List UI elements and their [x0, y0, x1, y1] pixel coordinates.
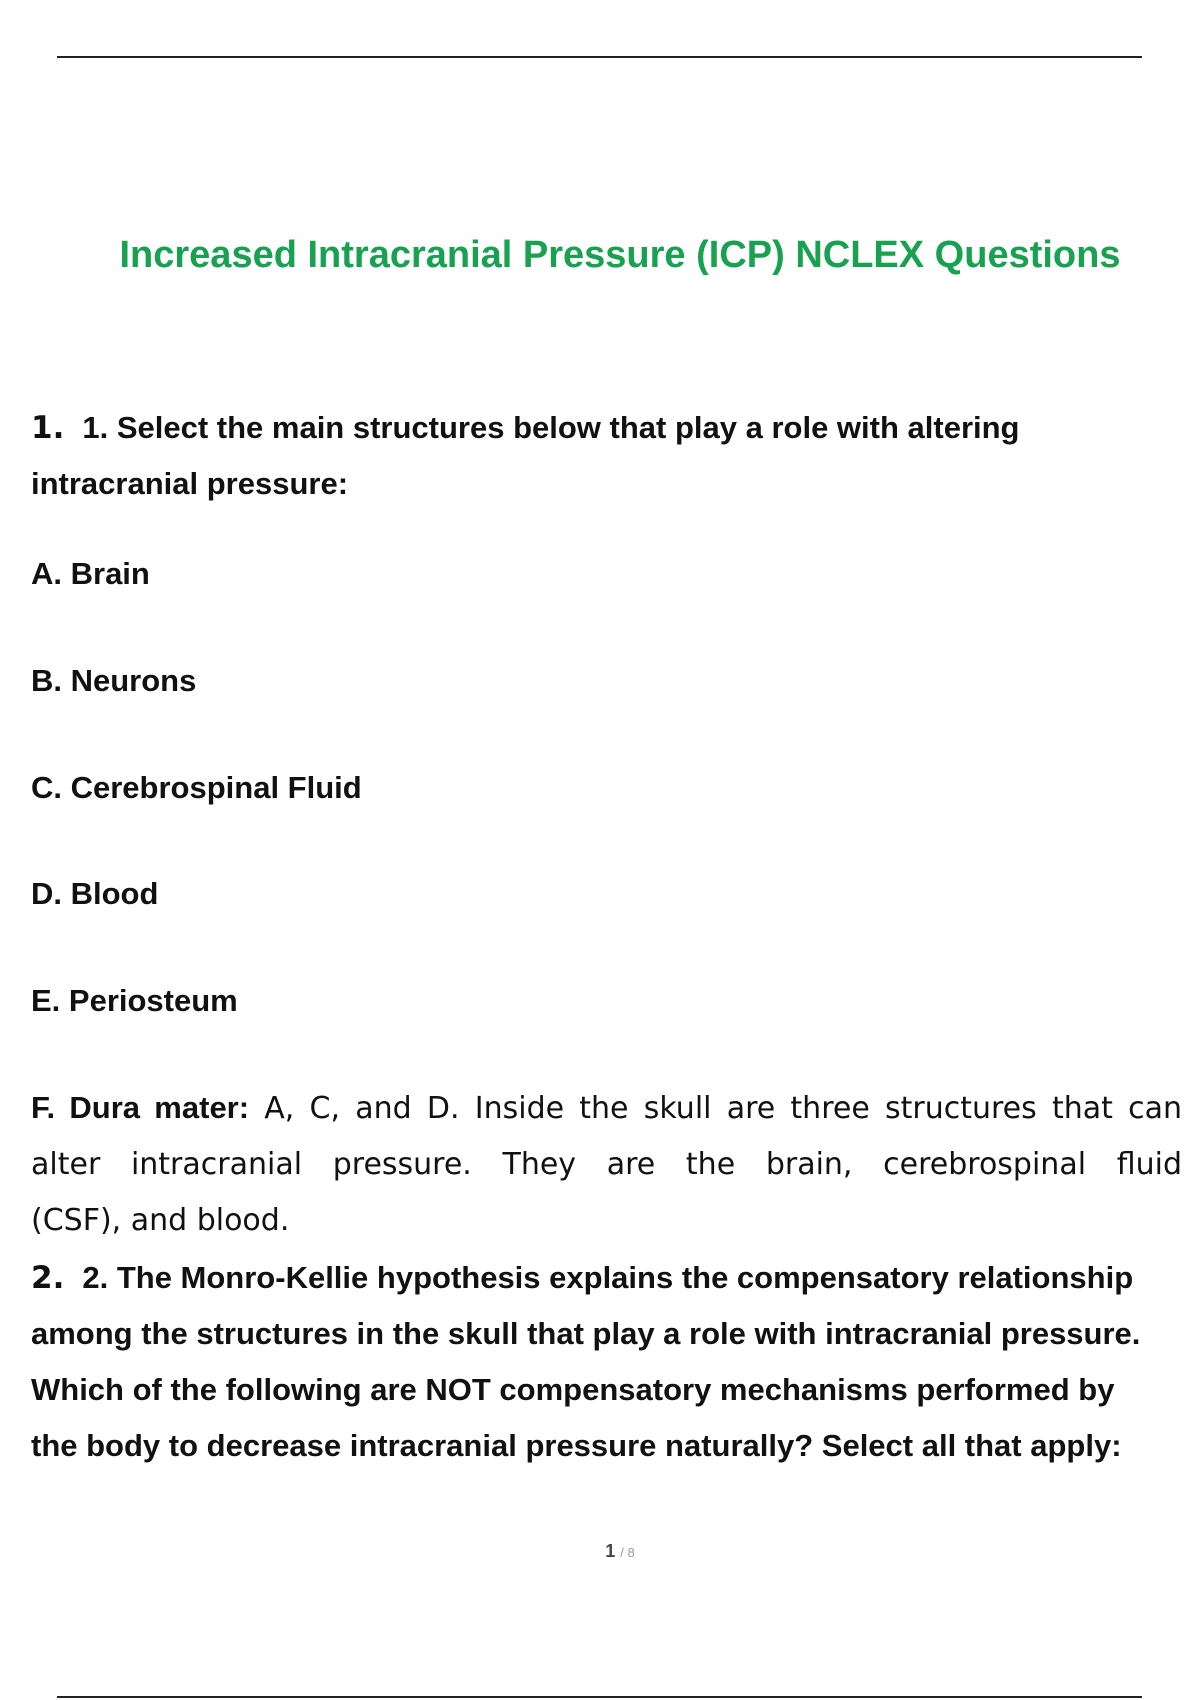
question-number: 1.: [31, 410, 65, 446]
page-indicator: [0, 1541, 1200, 1562]
answer-line-3: (CSF), and blood.: [31, 1203, 290, 1238]
option-a: A. Brain: [31, 556, 150, 591]
total-pages: / 8: [620, 1545, 635, 1560]
question-2-line-2: among the structures in the skull that play a role with intracranial pressure.: [31, 1316, 1141, 1351]
question-2-line-1: [31, 1260, 1182, 1296]
question-number: 2.: [31, 1260, 65, 1296]
document-title: Increased Intracranial Pressure (ICP) NCLEX Questions: [119, 234, 1121, 276]
footer-rule: [57, 1696, 1142, 1698]
option-f: F. Dura mater:: [31, 1090, 250, 1125]
question-2-line-3: Which of the following are NOT compensatory mechanisms performed by: [31, 1372, 1115, 1407]
option-c: C. Cerebrospinal Fluid: [31, 770, 362, 805]
header-rule: [57, 56, 1142, 58]
question-1-line-1: [31, 410, 1182, 446]
option-b: B. Neurons: [31, 663, 197, 698]
answer-text: A, C, and D. Inside the skull are three structures that can: [249, 1091, 1182, 1126]
question-text: 1. Select the main structures below that play a role with altering: [82, 410, 1020, 445]
question-1-line-2: intracranial pressure:: [31, 466, 349, 501]
option-d: D. Blood: [31, 876, 159, 911]
option-e: E. Periosteum: [31, 983, 238, 1018]
current-page: 1: [605, 1541, 616, 1561]
question-2-line-4: the body to decrease intracranial pressure naturally? Select all that apply:: [31, 1428, 1122, 1463]
option-f-answer: [31, 1090, 1182, 1126]
question-text: 2. The Monro-Kellie hypothesis explains the compensatory relationship: [82, 1260, 1134, 1295]
answer-line-2: alter intracranial pressure. They are the brain, cerebrospinal fluid: [31, 1147, 1182, 1182]
